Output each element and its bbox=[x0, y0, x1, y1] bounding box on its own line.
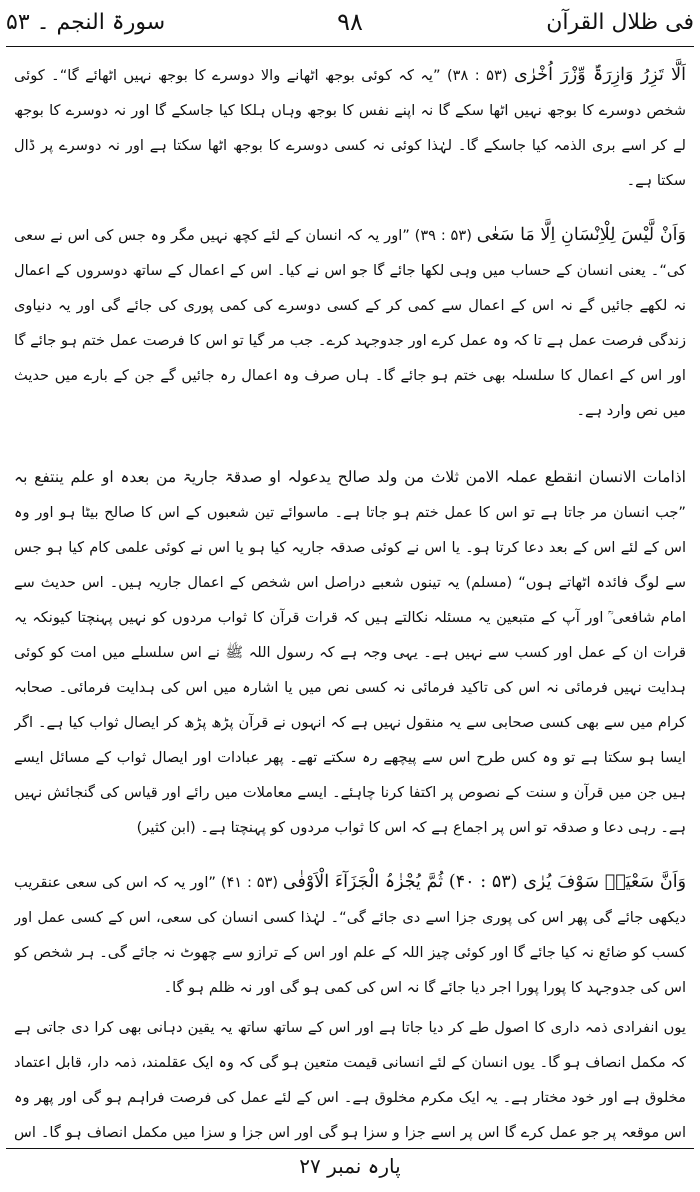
paragraph-2 bbox=[14, 218, 686, 428]
page-number: ۹۸ bbox=[337, 8, 363, 36]
page-header bbox=[6, 0, 694, 44]
footer-rule bbox=[6, 1148, 694, 1149]
paragraph-3 bbox=[14, 460, 686, 845]
quran-verse: اَلَّا تَزِرُ وَازِرَۃٌ وِّزْرَ اُخْرٰی bbox=[513, 65, 686, 85]
header-rule bbox=[6, 46, 694, 47]
page-body bbox=[14, 58, 686, 1142]
commentary-text: (۵۳ : ۳۸) ”یہ کہ کوئی بوجھ اٹھانے والا دوسرے کا بوجھ نہیں اٹھائے گا“۔ کوئی شخص دوسرے کا بوجھ نہیں اٹھا سکے گا نہ اپنے نفس کا بوجھ وہاں ہلکا کیا جاسکے گا اور نہ دوسرے کا بوجھ لے کر اسے بری الذمہ کیا جاسکے گا۔ لہٰذا کوئی نہ کسی دوسرے کا بوجھ اٹھا سکتا ہے اور نہ دوسرے پر ڈال سکتا ہے۔ bbox=[14, 67, 686, 189]
paragraph-1 bbox=[14, 58, 686, 198]
commentary-text: یوں انفرادی ذمہ داری کا اصول طے کر دیا جاتا ہے اور اس کے ساتھ ساتھ یہ یقین دہانی بھی کرا دی جاتی ہے کہ مکمل انصاف ہو گا۔ یوں انسان کے لئے انسانی قیمت متعین ہو گی کہ وہ ایک عقلمند، ذمہ دار، قابل اعتماد مخلوق ہے اور خود مختار ہے۔ یہ ایک مکرم مخلوق ہے۔ اس کے لئے عمل کی فرصت فراہم ہو گی اور پھر وہ اس موقعہ پر جو عمل کرے گا اس پر اسے جزا و سزا ہو گی اور اس جزا و سزا میں مکمل انصاف ہو گا۔ اس bbox=[14, 1019, 686, 1141]
paragraph-4 bbox=[14, 865, 686, 1005]
quran-verse: وَاَنْ لَّیْسَ لِلْاِنْسَانِ اِلَّا مَا سَعٰی bbox=[476, 225, 686, 245]
paragraph-5 bbox=[14, 1010, 686, 1142]
quran-verse: وَاَنَّ سَعْیَہٗ سَوْفَ یُرٰی (۵۳ : ۴۰) ثُمَّ یُجْزٰہُ الْجَزَآءَ الْاَوْفٰی bbox=[282, 872, 686, 892]
commentary-text: (۵۳ : ۴۱) ”اور یہ کہ اس کی سعی عنقریب دیکھی جائے گی پھر اس کی پوری جزا اسے دی جائے گی“۔ لہٰذا کسی انسان کی سعی، اس کے کسی عمل اور کسب کو ضائع نہ کیا جائے گا اور کوئی چیز اللہ کے علم اور اس کے ترازو سے چھوٹ نہ جائے گی۔ ہر شخص کو اس کی جدوجہد کا پورا پورا اجر دیا جائے گا نہ اس کی کمی ہو گی اور نہ ظلم ہو گا۔ bbox=[14, 874, 686, 996]
hadith-arabic: اذامات الانسان انقطع عملہ الامن ثلاث من ولد صالح یدعولہ او صدقۃ جاریۃ من بعدہ او علم ینتفع بہ bbox=[14, 468, 686, 486]
surah-name: سورۃ النجم ۔ ۵۳ bbox=[6, 9, 166, 35]
book-title: فی ظلال القرآن bbox=[546, 9, 694, 35]
para-number-label: پارہ نمبر ۲۷ bbox=[299, 1154, 401, 1178]
commentary-text: ”جب انسان مر جاتا ہے تو اس کا عمل ختم ہو جاتا ہے۔ ماسوائے تین شعبوں کے اس کا صالح بیٹا ہو اور وہ اس کے لئے اس کے بعد دعا کرتا ہو۔ یا اس نے کوئی صدقہ جاریہ کیا ہو یا اس نے کوئی علمی کام کیا ہو جس سے لوگ فائدہ اٹھاتے ہوں“ (مسلم) یہ تینوں شعبے دراصل اس شخص کے اعمال جاریہ ہیں۔ اس حدیث سے امام شافعی ؒ اور آپ کے متبعین یہ مسئلہ نکالتے ہیں کہ قرات قرآن کا ثواب مردوں کو نہیں پہنچتا کیونکہ یہ قرات ان کے عمل اور کسب سے نہیں ہے۔ یہی وجہ ہے کہ رسول اللہ ﷺ نے اس سلسلے میں امت کو کوئی ہدایت نہیں فرمائی نہ اس کی تاکید فرمائی نہ کسی نص میں یا اشارہ میں اس کی ہدایت فرمائی۔ صحابہ کرام میں سے بھی کسی صحابی سے یہ منقول نہیں ہے کہ انہوں نے قرآن پڑھ پڑھ کر ایصال ثواب کیا ہے۔ اگر ایسا ہو سکتا ہے تو وہ کس طرح اس سے پیچھے رہ سکتے تھے۔ پھر عبادات اور ایصال ثواب کے مسائل ایسے ہیں جن میں قرآن و سنت کے نصوص پر اکتفا کرنا چاہئے۔ ایسے معاملات میں رائے اور قیاس کی گنجائش نہیں ہے۔ رہی دعا و صدقہ تو اس پر اجماع ہے کہ اس کا ثواب مردوں کو پہنچتا ہے۔ (ابن کثیر) bbox=[14, 504, 686, 836]
page-footer bbox=[0, 1154, 700, 1188]
commentary-text: (۵۳ : ۳۹) ”اور یہ کہ انسان کے لئے کچھ نہیں مگر وہ جس کی اس نے سعی کی“۔ یعنی انسان کے حساب میں وہی لکھا جائے گا جو اس نے کیا۔ اس کے اعمال کے ساتھ دوسروں کے اعمال نہ لکھے جائیں گے نہ اس کے اعمال سے کمی کر کے کسی دوسرے کی کمی پوری کی جائے گی اور یہ دنیاوی زندگی فرصت عمل ہے تا کہ وہ عمل کرے اور جدوجہد کرے۔ جب مر گیا تو اس کا فرصت عمل ختم ہو جائے گا اور اس کے اعمال کا سلسلہ بھی ختم ہو جائے گا۔ ہاں صرف وہ اعمال رہ جائیں گے جن کے بارے میں حدیث میں نص وارد ہے۔ bbox=[14, 227, 686, 419]
